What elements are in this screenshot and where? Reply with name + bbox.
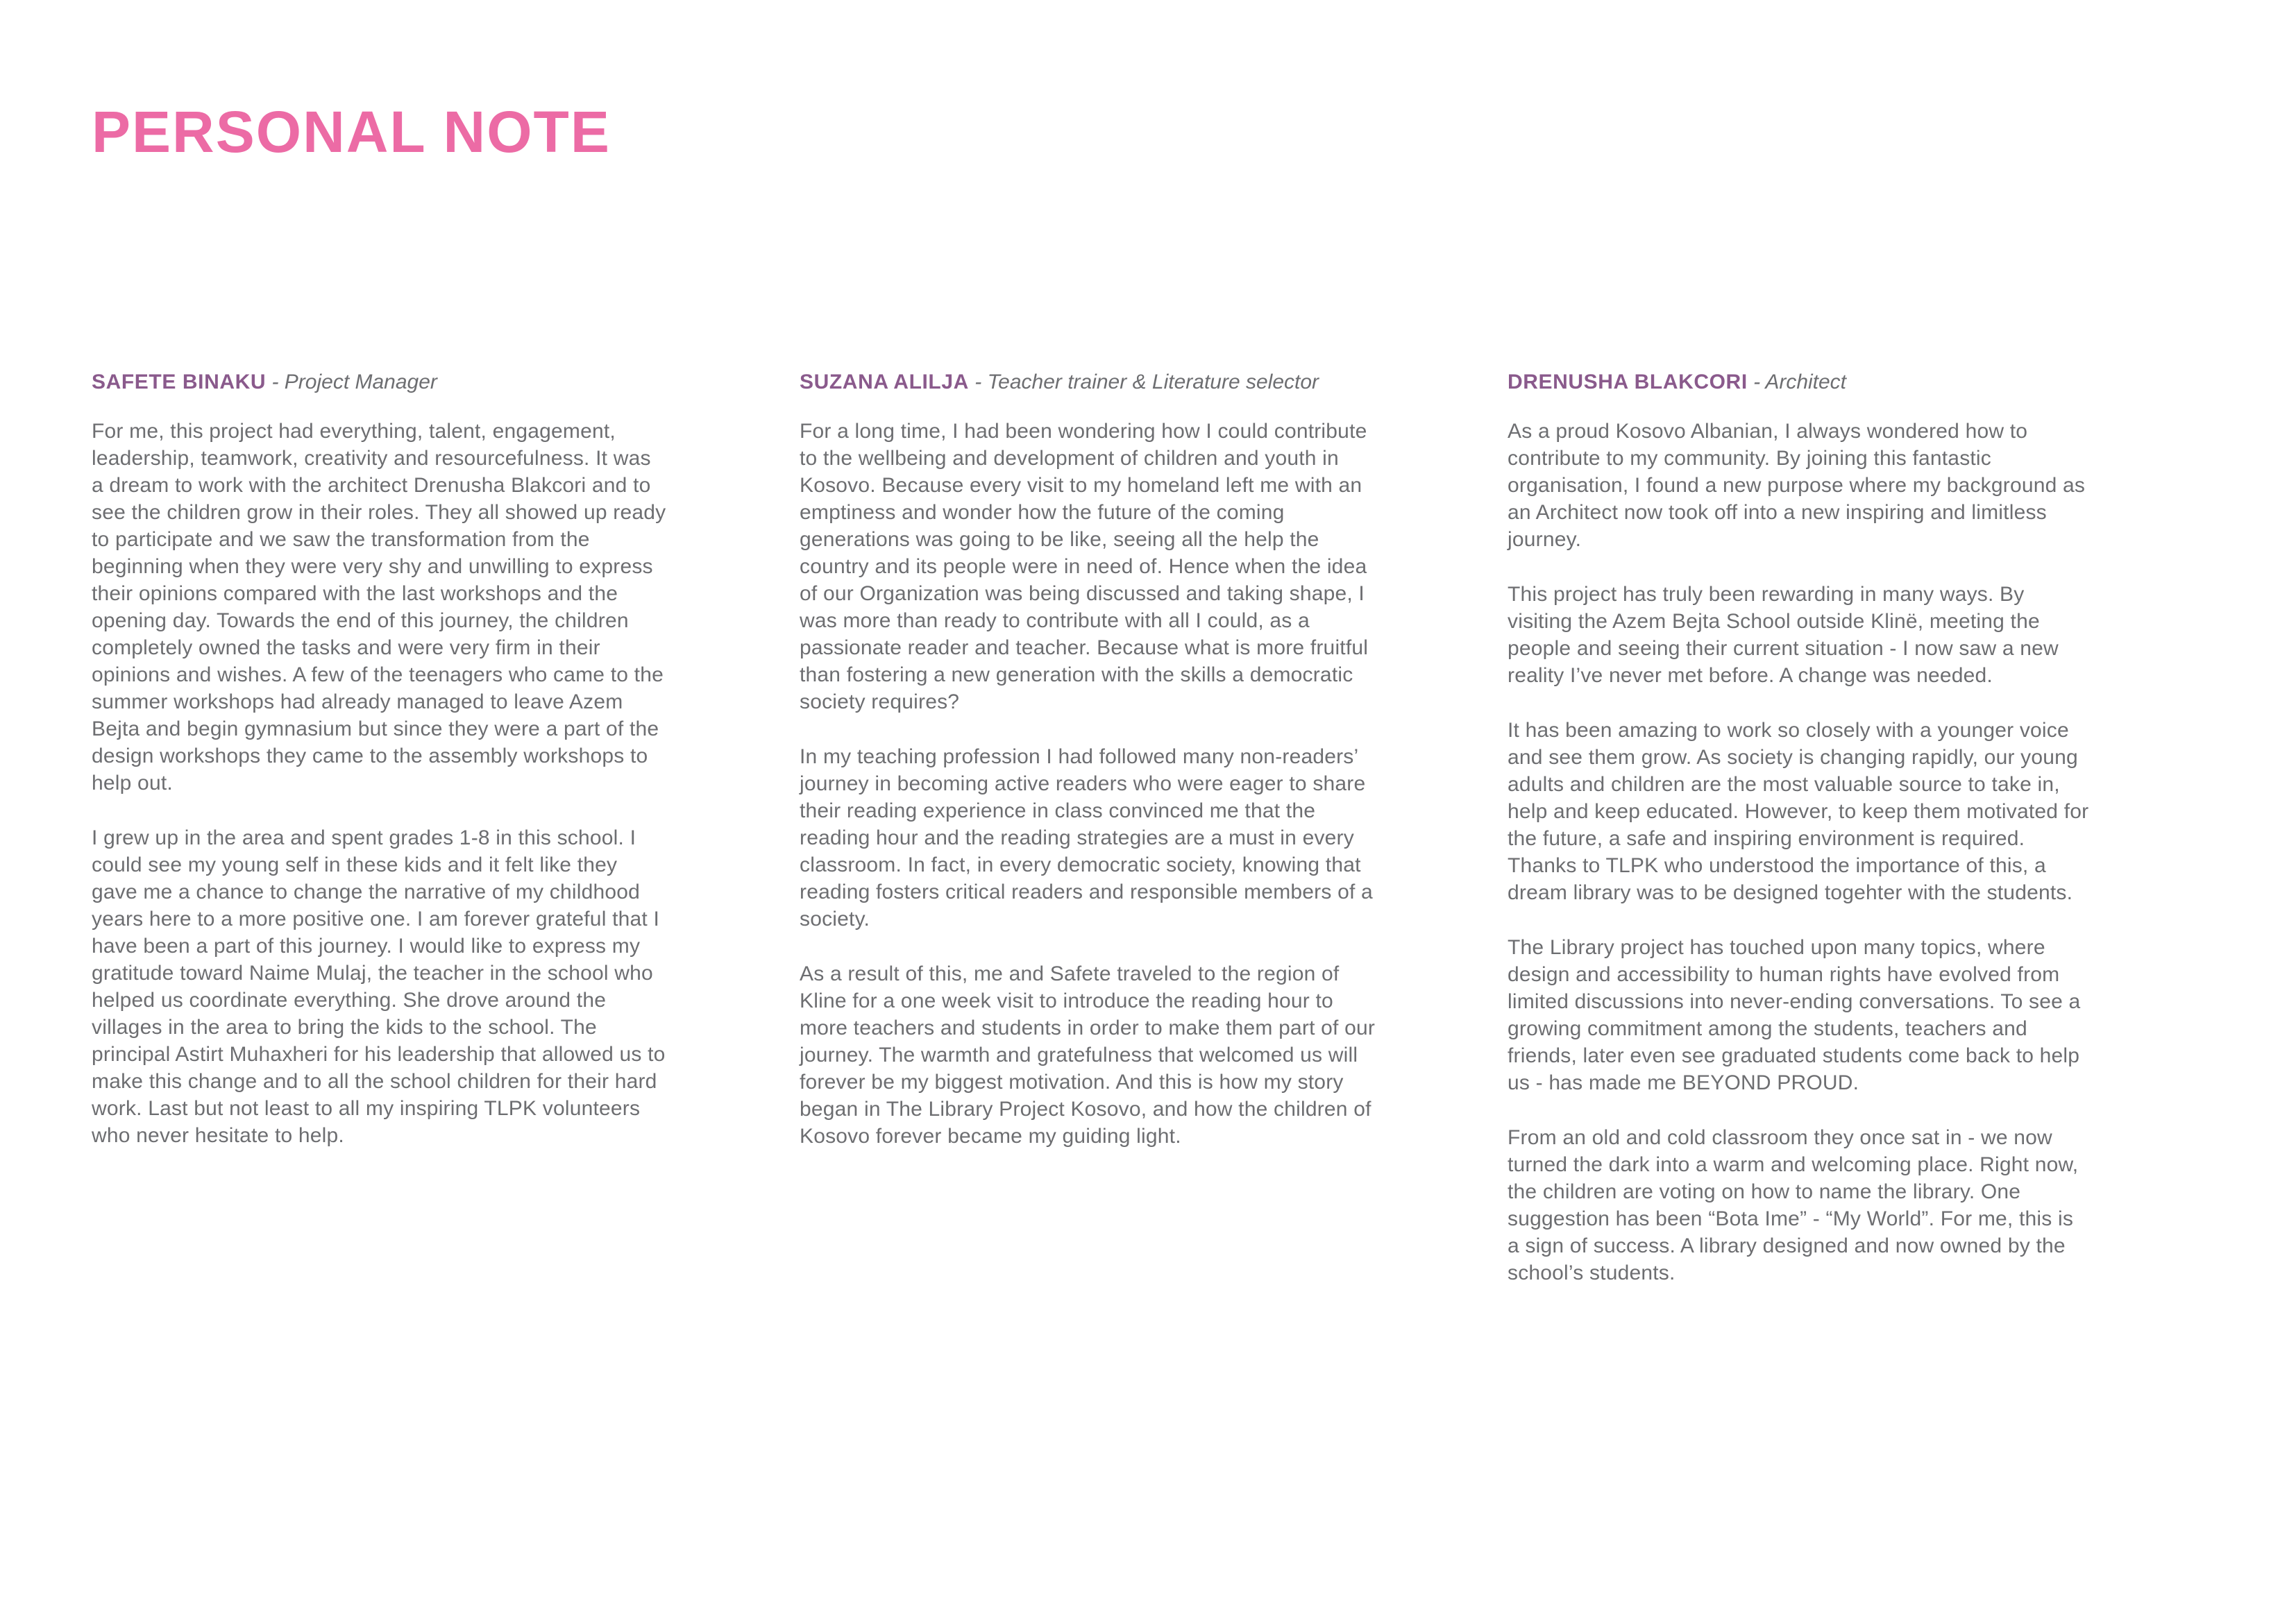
paragraph: It has been amazing to work so closely with a younger voice and see them grow. As society is changing rapidly, our young adults and children are the most valuable source to take in, help and keep educated. However, to keep them motivated for the future, a safe and inspiring environment is required. Thanks to TLPK who understood the importance of this, a dream library was to be designed togehter with the students. — [1508, 719, 2089, 904]
author-name: SAFETE BINAKU — [92, 371, 267, 393]
paragraph: In my teaching profession I had followed many non-readers’ journey in becoming active readers who were eager to share their reading experience in class convinced me that the reading hour and the reading strategies are a must in every classroom. In fact, in every democratic society, knowing that reading fosters critical readers and responsible members of a society. — [800, 745, 1373, 931]
author-name: SUZANA ALILJA — [800, 371, 969, 393]
paragraph: As a result of this, me and Safete traveled to the region of Kline for a one week visit to introduce the reading hour to more teachers and students in order to make them part of our journey. The warmth and gratefulness that welcomed us will forever be my biggest motivation. And this is how my story began in The Library Project Kosovo, and how the children of Kosovo forever became my guiding light. — [800, 962, 1376, 1148]
author-role: - Architect — [1747, 371, 1847, 393]
paragraph: From an old and cold classroom they once sat in - we now turned the dark into a warm and welcoming place. Right now, the children are voting on how to name the library. One suggestion has been “Bota Ime” - “My World”. For me, this is a sign of success. A library designed and now owned by the school’s students. — [1508, 1126, 2079, 1284]
paragraph: As a proud Kosovo Albanian, I always wondered how to contribute to my community. By joining this fantastic organisation, I found a new purpose where my background as an Architect now took off into a new inspiring and limitless journey. — [1508, 420, 2086, 551]
author-header — [92, 368, 668, 396]
author-name: DRENUSHA BLAKCORI — [1508, 371, 1748, 393]
author-role: - Project Manager — [266, 371, 437, 393]
column-suzana-alilja — [800, 368, 1376, 1314]
paragraph: The Library project has touched upon many topics, where design and accessibility to human rights have evolved from limited discussions into never-ending conversations. To see a growing commitment among the students, teachers and friends, later even see graduated students come back to help us - has made me BEYOND PROUD. — [1508, 936, 2081, 1094]
page-title: PERSONAL NOTE — [92, 99, 611, 164]
paragraph: For a long time, I had been wondering how I could contribute to the wellbeing and development of children and youth in Kosovo. Because every visit to my homeland left me with an emptiness and wonder how the future of the coming generations was going to be like, seeing all the help the country and its people were in need of. Hence when the idea of our Organization was being discussed and taking shape, I was more than ready to contribute with all I could, as a passionate reader and teacher. Because what is more fruitful than fostering a new generation with the skills a democratic society requires? — [800, 420, 1369, 713]
paragraph: This project has truly been rewarding in many ways. By visiting the Azem Bejta School outside Klinë, meeting the people and seeing their current situation - I now saw a new reality I’ve never met before. A change was needed. — [1508, 583, 2059, 687]
author-header — [800, 368, 1376, 396]
paragraph: For me, this project had everything, talent, engagement, leadership, teamwork, creativity and resourcefulness. It was a dream to work with the architect Drenusha Blakcori and to see the children grow in their roles. They all showed up ready to participate and we saw the transformation from the beginning when they were very shy and unwilling to express their opinions compared with the last workshops and the opening day. Towards the end of this journey, the children completely owned the tasks and were very firm in their opinions and wishes. A few of the teenagers who came to the summer workshops had already managed to leave Azem Bejta and begin gymnasium but since they were a part of the design workshops they came to the assembly workshops to help out. — [92, 420, 666, 794]
paragraph: I grew up in the area and spent grades 1-8 in this school. I could see my young self in these kids and it felt like they gave me a chance to change the narrative of my childhood years here to a more positive one. I am forever grateful that I have been a part of this journey. I would like to express my gratitude toward Naime Mulaj, the teacher in the school who helped us coordinate everything. She drove around the villages in the area to bring the kids to the school. The principal Astirt Muhaxheri for his leadership that allowed us to make this change and to all the school children for their hard work. Last but not least to all my inspiring TLPK volunteers who never hesitate to help. — [92, 826, 666, 1147]
author-role: - Teacher trainer & Literature selector — [968, 371, 1319, 393]
column-drenusha-blakcori — [1508, 368, 2091, 1314]
column-safete-binaku — [92, 368, 668, 1314]
author-header — [1508, 368, 2091, 396]
columns-container — [92, 368, 2206, 1314]
